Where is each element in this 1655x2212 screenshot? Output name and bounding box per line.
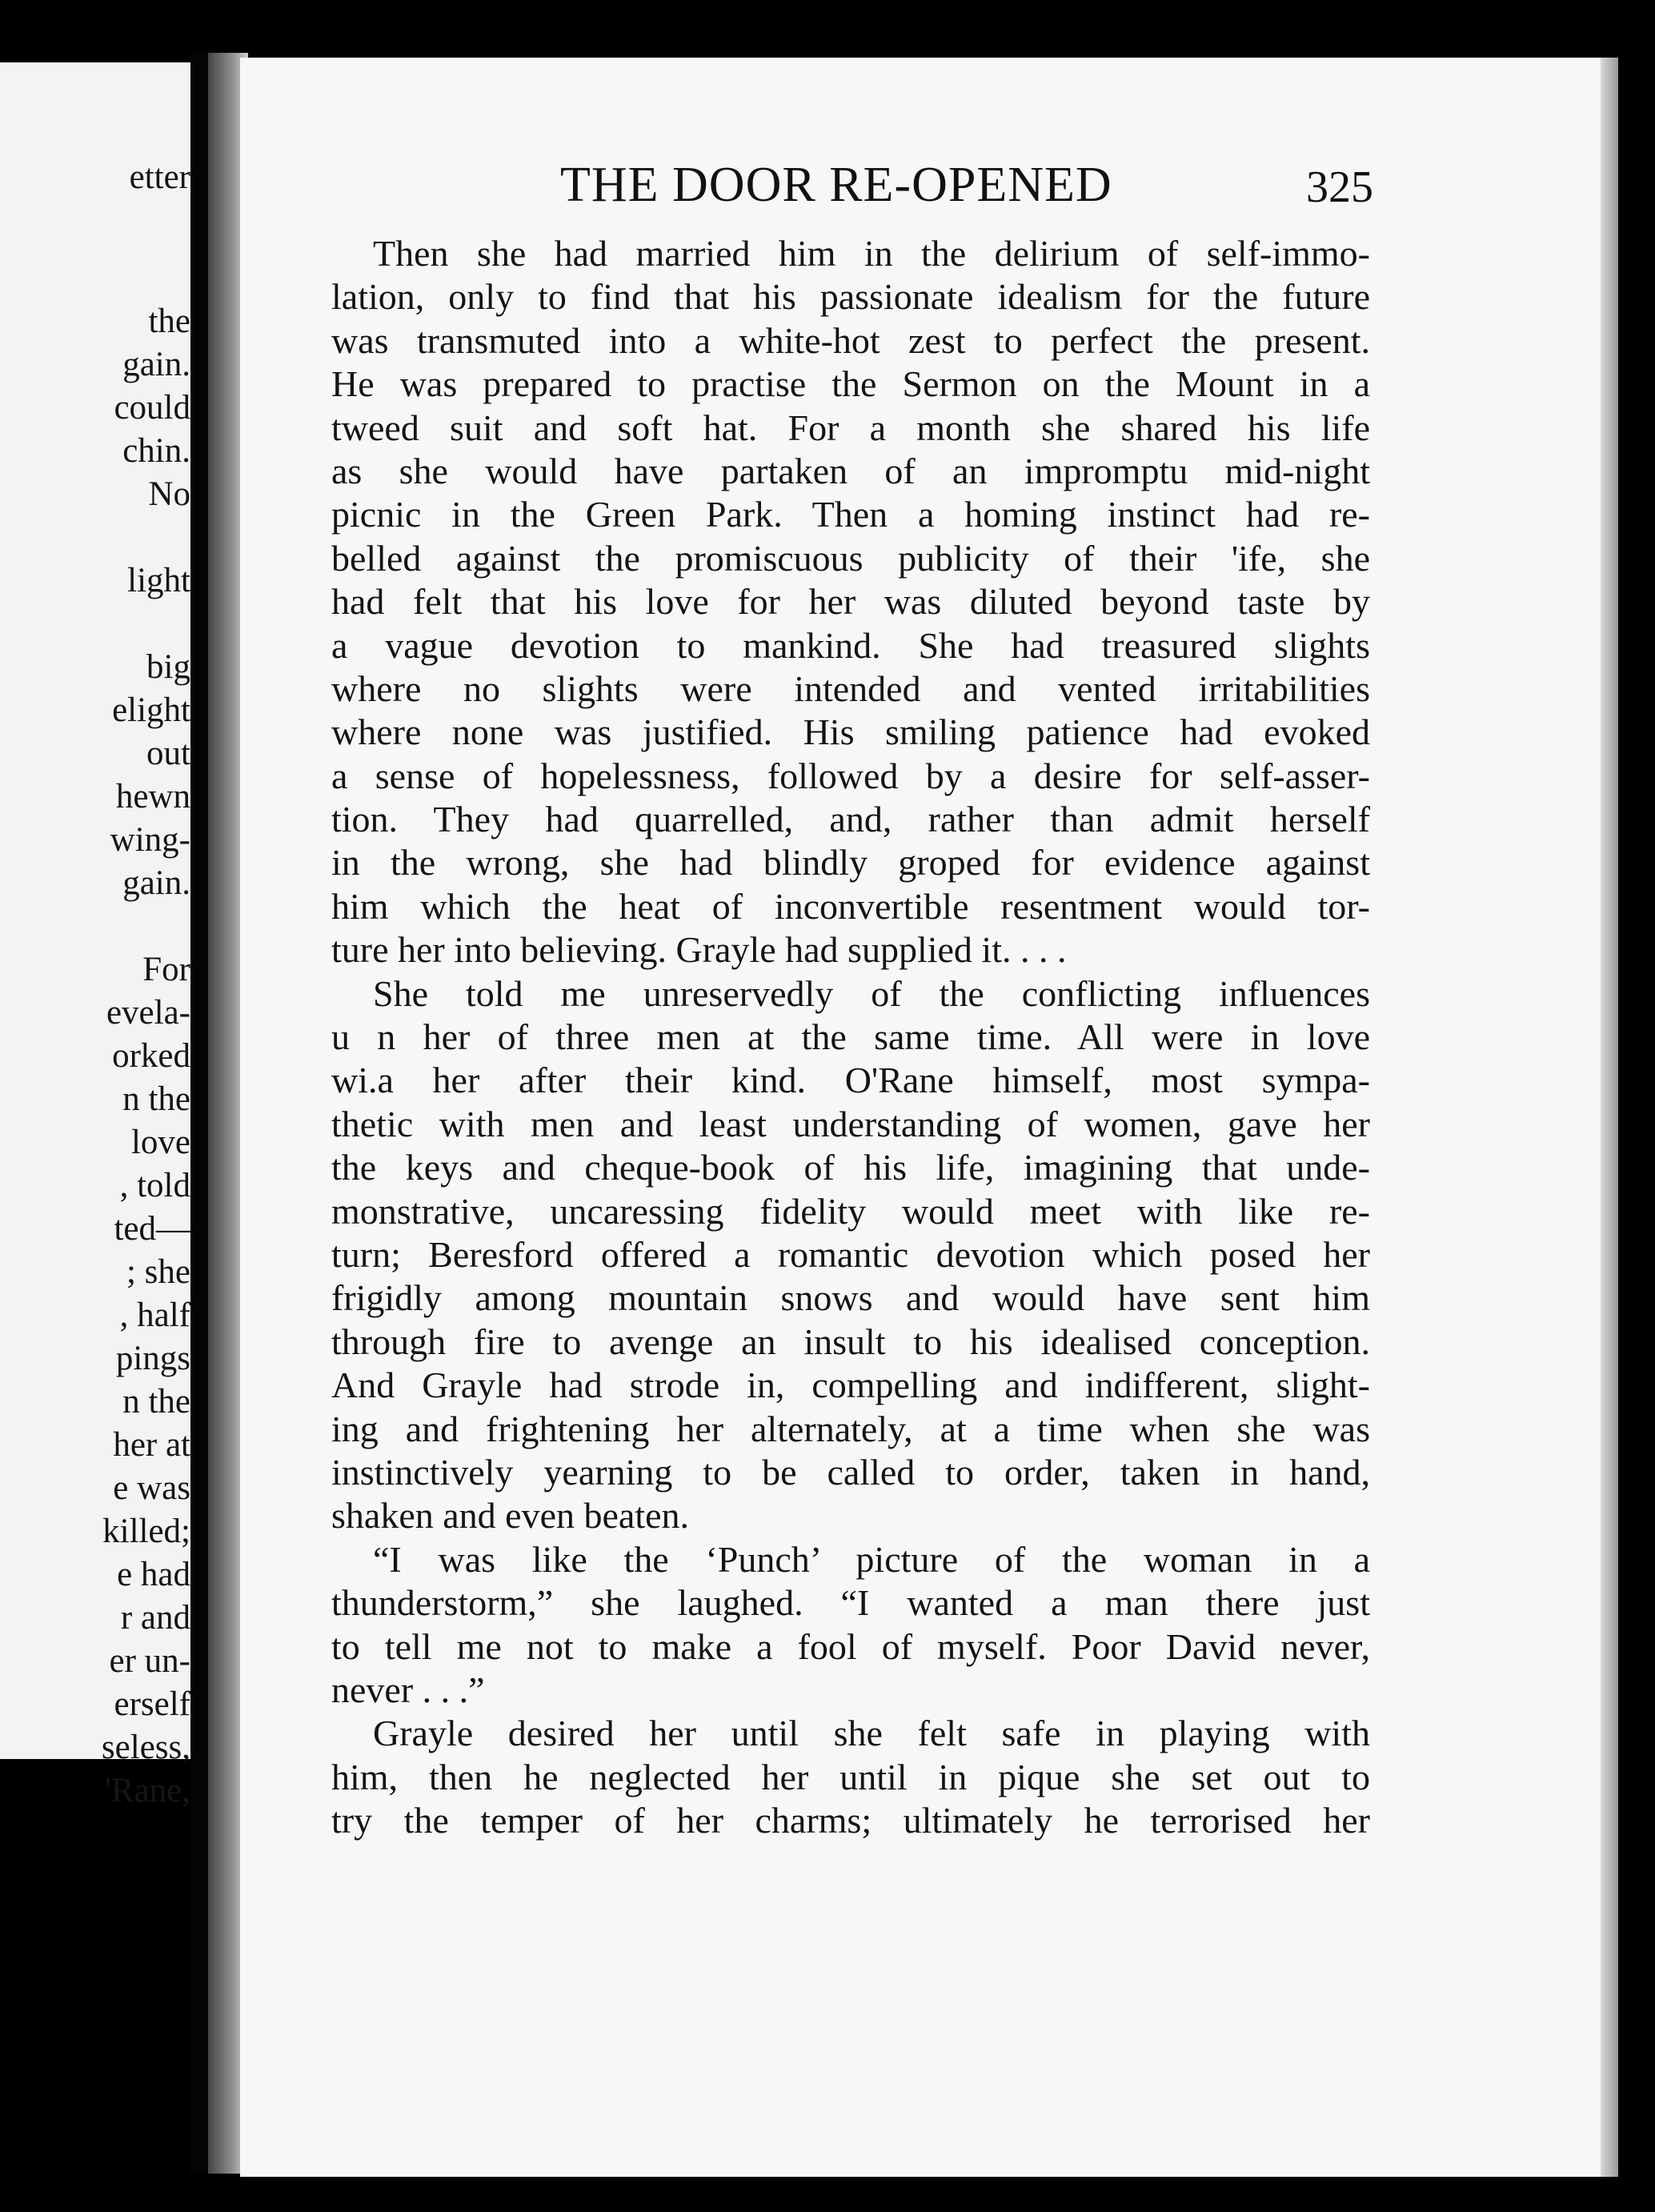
body-text bbox=[331, 232, 1370, 1842]
facing-page-word: love bbox=[130, 1124, 190, 1161]
text-line: monstrative, uncaressing fidelity would meet with like re- bbox=[331, 1190, 1370, 1232]
facing-page-word: big bbox=[146, 648, 190, 686]
running-head: THE DOOR RE-OPENED bbox=[560, 158, 1112, 212]
text-line: He was prepared to practise the Sermon on the Mount in a bbox=[331, 363, 1370, 405]
text-line: Grayle desired her until she felt safe in playing with bbox=[373, 1713, 1370, 1754]
facing-page-word: chin. bbox=[122, 432, 190, 470]
facing-page-word: elight bbox=[112, 691, 190, 729]
facing-page-word: gain. bbox=[122, 864, 190, 902]
text-line: She told me unreservedly of the conflicting influences bbox=[373, 972, 1370, 1014]
text-line: tweed suit and soft hat. For a month she shared his life bbox=[331, 407, 1370, 448]
facing-page-word: gain. bbox=[122, 346, 190, 383]
text-line: picnic in the Green Park. Then a homing instinct had re- bbox=[331, 494, 1370, 535]
facing-page-word: n the bbox=[122, 1080, 190, 1118]
text-line: ture her into believing. Grayle had supplied it. . . . bbox=[331, 929, 1067, 971]
text-line: turn; Beresford offered a romantic devotion which posed her bbox=[331, 1233, 1370, 1275]
facing-page-word: ; she bbox=[126, 1253, 190, 1291]
text-line: was transmuted into a white-hot zest to perfect the present. bbox=[331, 319, 1370, 361]
facing-page-word: wing- bbox=[110, 821, 190, 859]
facing-page-word: seless, bbox=[101, 1729, 190, 1766]
text-line: And Grayle had strode in, compelling and indifferent, slight- bbox=[331, 1364, 1370, 1406]
facing-page-word: evela- bbox=[106, 994, 190, 1032]
facing-page-word: light bbox=[127, 562, 190, 599]
text-line: belled against the promiscuous publicity of their 'ife, she bbox=[331, 537, 1370, 579]
text-line: where no slights were intended and vented irritabilities bbox=[331, 667, 1370, 709]
facing-page-word: , half bbox=[119, 1296, 190, 1334]
facing-page-word: the bbox=[148, 303, 190, 340]
text-line: shaken and even beaten. bbox=[331, 1495, 690, 1537]
facing-page-word: out bbox=[146, 735, 190, 772]
facing-page-fragment bbox=[0, 62, 190, 1809]
text-line: wi.a her after their kind. O'Rane himself, most sympa- bbox=[331, 1060, 1370, 1101]
text-line: to tell me not to make a fool of myself. Poor David never, bbox=[331, 1625, 1370, 1667]
facing-page-word: No bbox=[148, 475, 190, 513]
page-number: 325 bbox=[1306, 162, 1373, 212]
facing-page-word: ted— bbox=[114, 1210, 190, 1248]
text-line: in the wrong, she had blindly groped for evidence against bbox=[331, 842, 1370, 884]
text-line: Then she had married him in the delirium of self-immo- bbox=[373, 233, 1370, 274]
text-line: thunderstorm,” she laughed. “I wanted a man there just bbox=[331, 1582, 1370, 1624]
text-line: through fire to avenge an insult to his idealised conception. bbox=[331, 1320, 1370, 1362]
facing-page-word: etter bbox=[129, 158, 190, 196]
text-line: as she would have partaken of an impromptu mid-night bbox=[331, 450, 1370, 491]
facing-page-word: killed; bbox=[102, 1513, 190, 1550]
facing-page-word: orked bbox=[112, 1037, 190, 1075]
text-line: a vague devotion to mankind. She had treasured slights bbox=[331, 624, 1370, 666]
text-line: ing and frightening her alternately, at a time when she was bbox=[331, 1408, 1370, 1449]
text-line: tion. They had quarrelled, and, rather than admit herself bbox=[331, 799, 1370, 840]
page-edge-shadow bbox=[1601, 58, 1618, 2177]
text-line: frigidly among mountain snows and would have sent him bbox=[331, 1277, 1370, 1319]
text-line: thetic with men and least understanding of women, gave her bbox=[331, 1103, 1370, 1144]
facing-page-word: n the bbox=[122, 1383, 190, 1421]
facing-page-word: her at bbox=[113, 1426, 190, 1464]
text-line: him, then he neglected her until in pique she set out to bbox=[331, 1756, 1370, 1797]
text-line: lation, only to find that his passionate idealism for the future bbox=[331, 276, 1370, 318]
facing-page-word: e had bbox=[117, 1556, 190, 1593]
facing-page-word: , told bbox=[119, 1167, 190, 1204]
text-line: where none was justified. His smiling patience had evoked bbox=[331, 711, 1370, 753]
text-line: instinctively yearning to be called to order, taken in hand, bbox=[331, 1451, 1370, 1493]
text-line: the keys and cheque-book of his life, imagining that unde- bbox=[331, 1147, 1370, 1188]
facing-page-word: r and bbox=[120, 1599, 190, 1637]
text-line: a sense of hopelessness, followed by a desire for self-asser- bbox=[331, 755, 1370, 796]
facing-page-word: 'Rane, bbox=[105, 1772, 190, 1809]
facing-page-word: hewn bbox=[115, 778, 190, 815]
facing-page-word: er un- bbox=[109, 1642, 190, 1680]
facing-page-word: For bbox=[142, 951, 190, 988]
text-line: never . . .” bbox=[331, 1669, 485, 1710]
facing-page-word: e was bbox=[113, 1469, 190, 1507]
book-gutter-edge bbox=[190, 53, 208, 2174]
facing-page-word: pings bbox=[115, 1340, 190, 1377]
text-line: try the temper of her charms; ultimately he terrorised her bbox=[331, 1800, 1370, 1841]
facing-page-word: could bbox=[114, 389, 190, 427]
text-line: u n her of three men at the same time. All were in love bbox=[331, 1016, 1370, 1058]
text-line: “I was like the ‘Punch’ picture of the woman in a bbox=[373, 1538, 1370, 1580]
facing-page-word: erself bbox=[114, 1685, 190, 1723]
text-line: him which the heat of inconvertible resentment would tor- bbox=[331, 885, 1370, 927]
text-line: had felt that his love for her was diluted beyond taste by bbox=[331, 581, 1370, 623]
